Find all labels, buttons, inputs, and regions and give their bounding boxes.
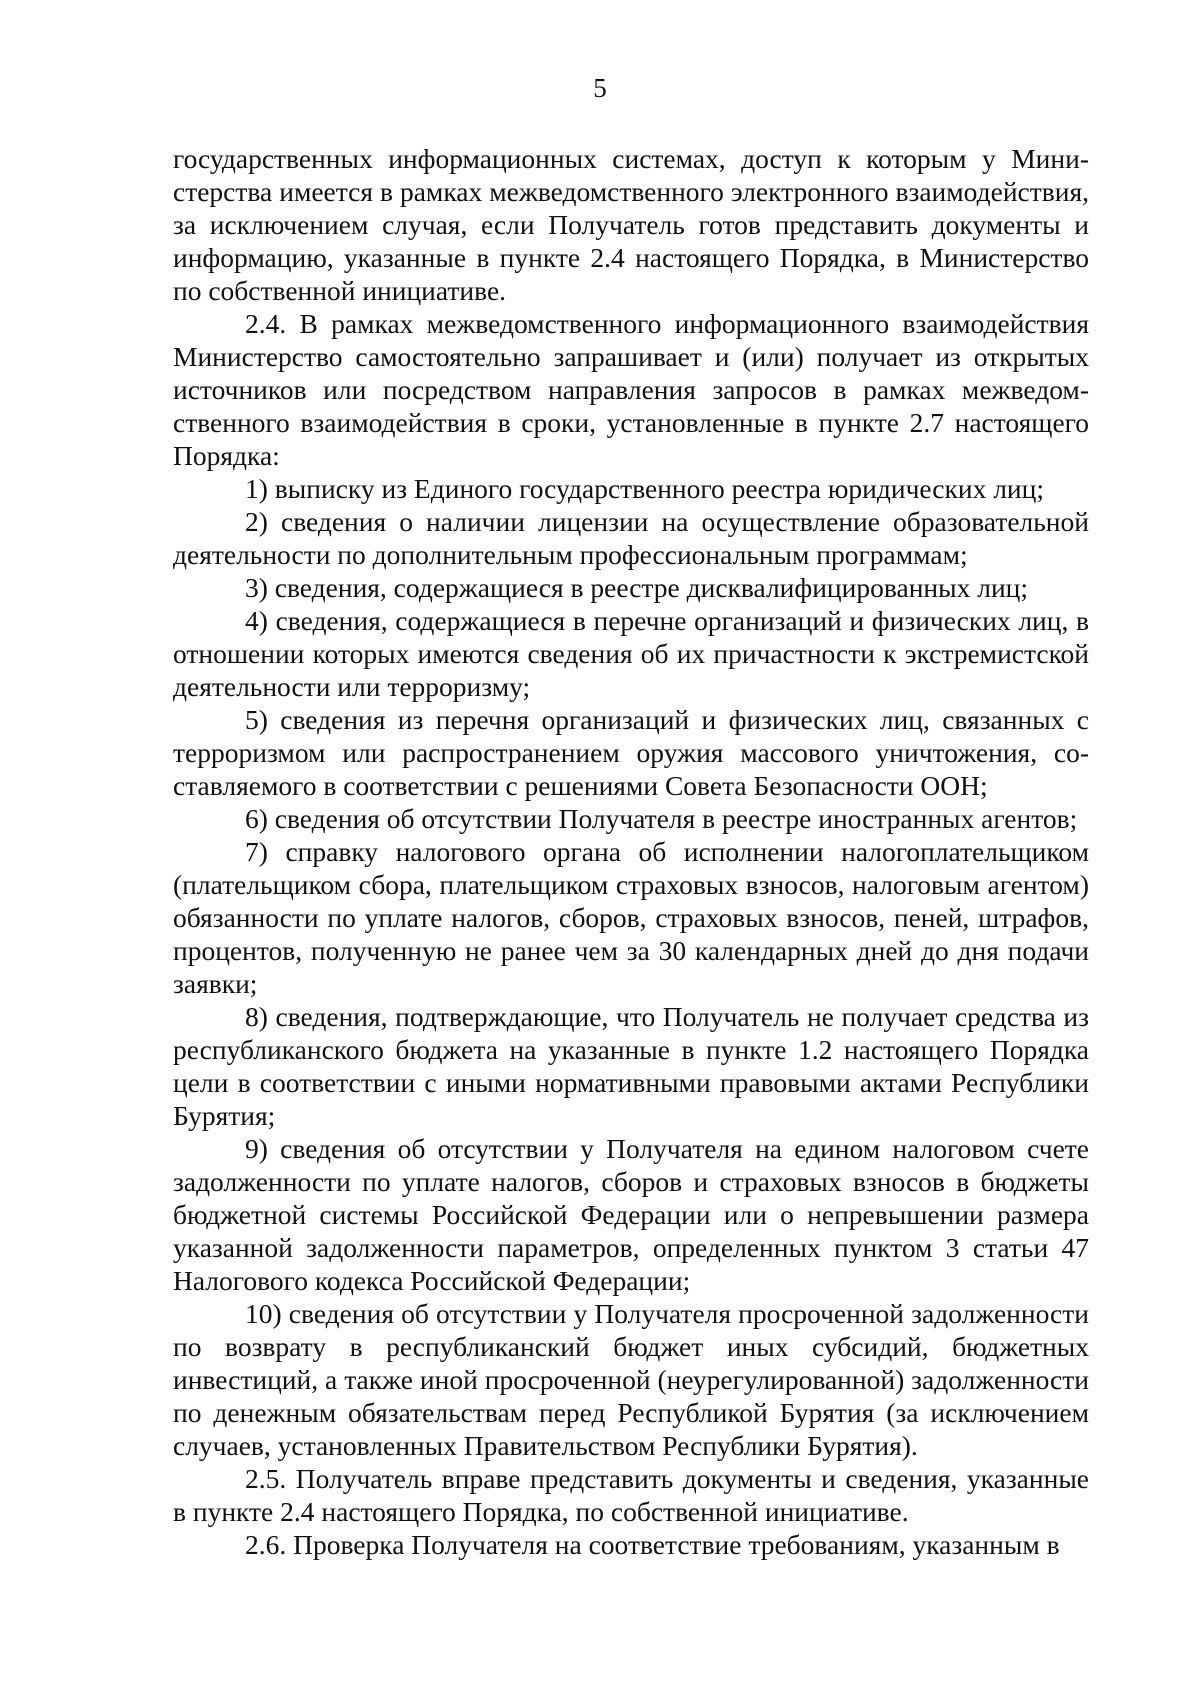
- list-item-1: 1) выписку из Единого государственного реестра юридических лиц;: [245, 473, 1045, 504]
- list-item-7: 7) справку налогового органа об исполнении налогоплательщиком (плательщиком сбора, плательщиком страховых взносов, налоговым агентом) обязанности по уплате налогов, сборов, страховых взносов, пеней, штрафов, процентов, полученную не ранее чем за 30 календарных дней до дня подачи заявки;: [173, 836, 1089, 999]
- list-item-5: 5) сведения из перечня организаций и физических лиц, связанных с терроризмом или распространением оружия массового уничтожения, составляемого в соответствии с решениями Совета Безопасности ООН;: [173, 704, 1089, 801]
- list-item-4: 4) сведения, содержащиеся в перечне организаций и физических лиц, в отношении которых имеются сведения об их причастности к экстремистской деятельности или терроризму;: [173, 605, 1089, 702]
- list-item-9: 9) сведения об отсутствии у Получателя на едином налоговом счете задолженности по уплате налогов, сборов и страховых взносов в бюджеты бюджетной системы Российской Федерации или о непревышении размера указанной задолженности параметров, определенных пунктом 3 статьи 47 Налогового кодекса Российской Федерации;: [173, 1133, 1089, 1296]
- paragraph-2-6: 2.6. Проверка Получателя на соответствие требованиям, указанным в: [245, 1529, 1060, 1560]
- paragraph-2-5: 2.5. Получатель вправе представить документы и сведения, указанные в пункте 2.4 настоящего Порядка, по собственной инициативе.: [173, 1463, 1089, 1527]
- paragraph-2-4: 2.4. В рамках межведомственного информационного взаимодействия Министерство самостоятельно запрашивает и (или) получает из открытых источников или посредством направления запросов в рамках межведомственного взаимодействия в сроки, установленные в пункте 2.7 настоящего Порядка:: [173, 308, 1089, 471]
- list-item-6: 6) сведения об отсутствии Получателя в реестре иностранных агентов;: [245, 803, 1078, 834]
- page-number: 5: [593, 73, 607, 103]
- list-item-10: 10) сведения об отсутствии у Получателя просроченной задолженности по возврату в республиканский бюджет иных субсидий, бюджетных инвестиций, а также иной просроченной (неурегулированной) задолженности по денежным обязательствам перед Республикой Бурятия (за исключением случаев, установленных Правительством Республики Бурятия).: [173, 1298, 1089, 1461]
- list-item-8: 8) сведения, подтверждающие, что Получатель не получает средства из республиканского бюджета на указанные в пункте 1.2 настоящего Порядка цели в соответствии с иными нормативными правовыми актами Республики Бурятия;: [173, 1001, 1089, 1131]
- list-item-3: 3) сведения, содержащиеся в реестре дисквалифицированных лиц;: [245, 572, 1029, 603]
- paragraph-continuation: государственных информационных системах, доступ к которым у Министерства имеется в рамках межведомственного электронного взаимодействия, за исключением случая, если Получатель готов представить документы и информацию, указанные в пункте 2.4 настоящего Порядка, в Министерство по собственной инициативе.: [173, 143, 1089, 306]
- list-item-2: 2) сведения о наличии лицензии на осуществление образовательной деятельности по дополнительным профессиональным программам;: [173, 506, 1089, 570]
- document-body: [173, 142, 1089, 1561]
